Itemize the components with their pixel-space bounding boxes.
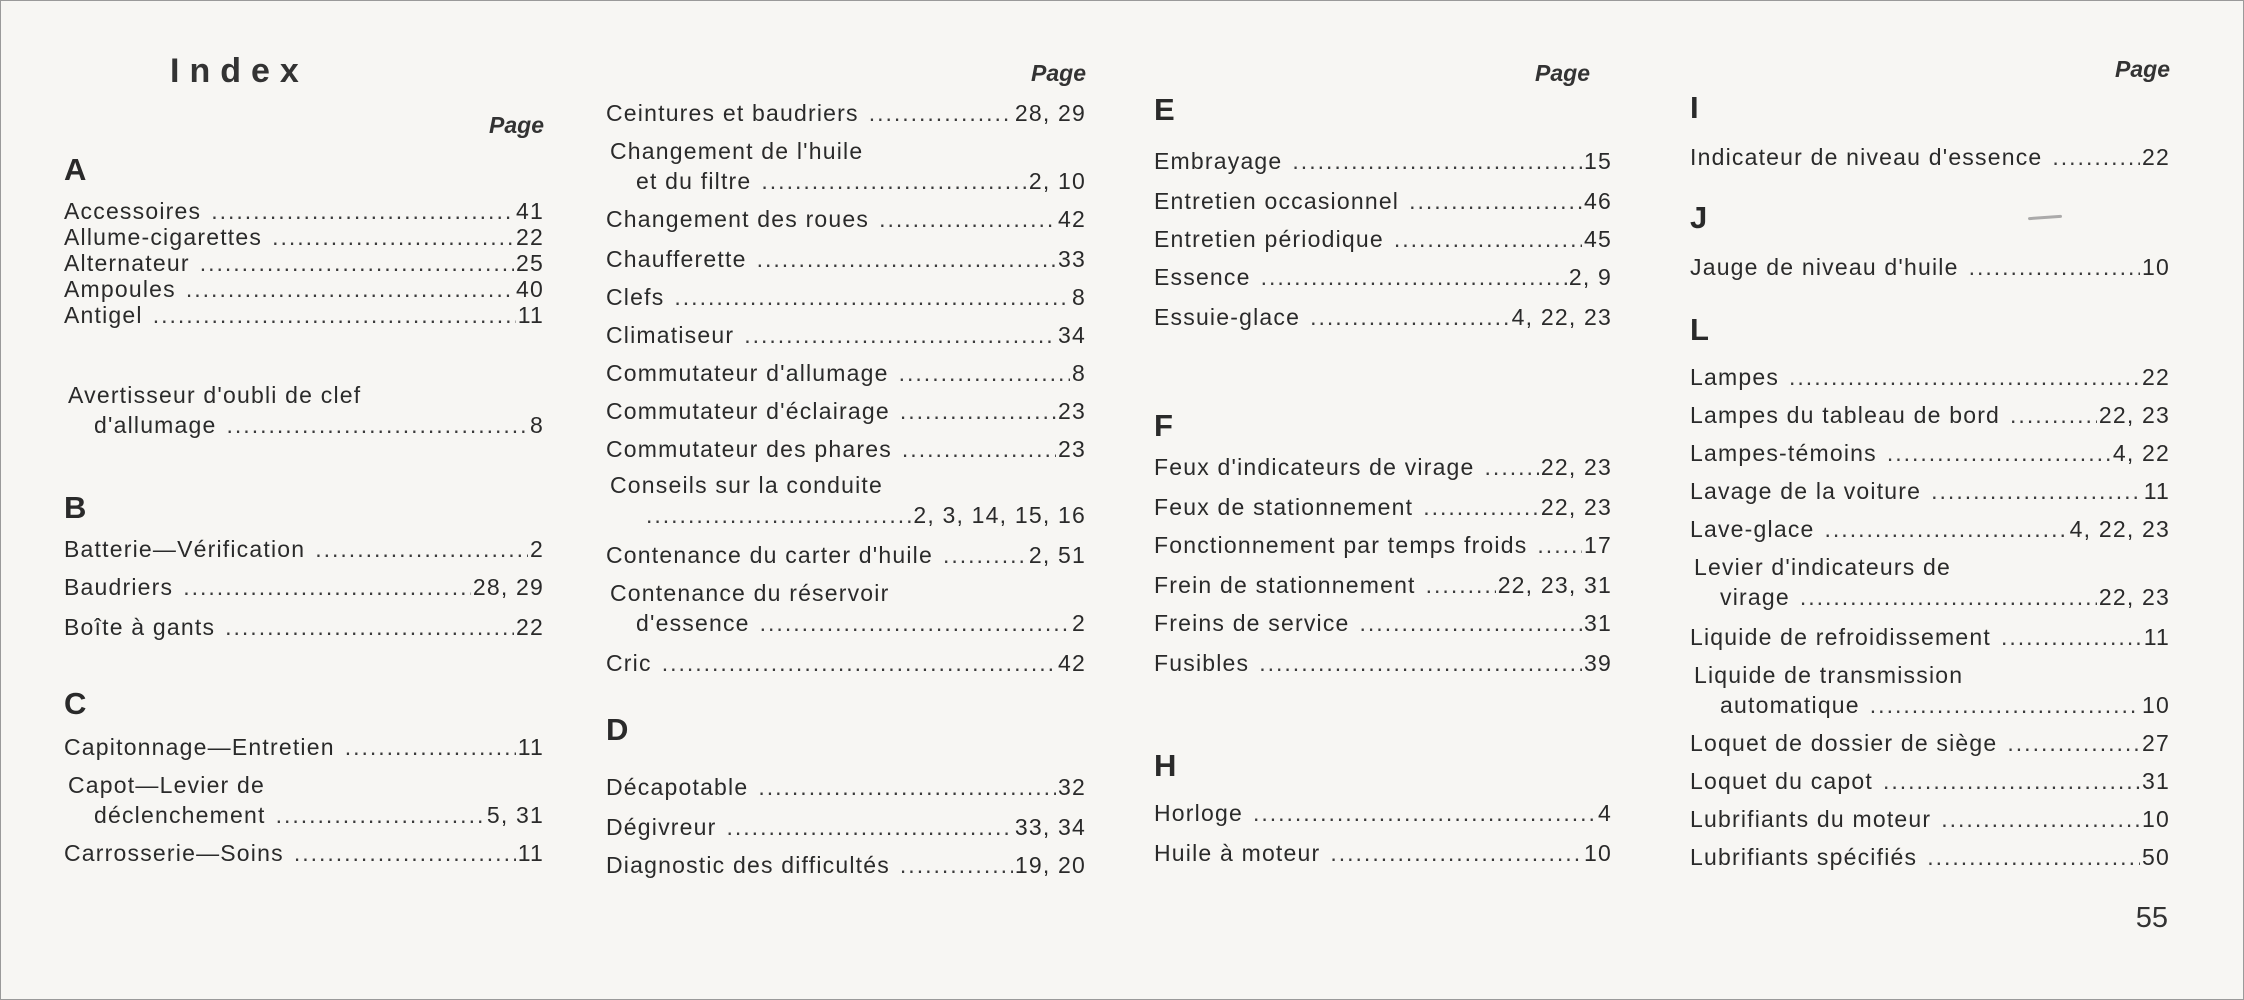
entry-label: Fonctionnement par temps froids: [1154, 532, 1528, 558]
entry-page-ref: 4, 22, 23: [1511, 304, 1612, 330]
entry-page-ref: 17: [1584, 532, 1612, 558]
index-entry: [1154, 146, 1612, 176]
entry-page-ref: 5, 31: [486, 802, 544, 828]
entry-page-ref: 45: [1584, 226, 1612, 252]
leader-dots: [2007, 728, 2140, 758]
entry-label: Huile à moteur: [1154, 840, 1321, 866]
index-entry: [64, 732, 544, 762]
entry-label: Cric: [606, 650, 652, 676]
entry-label: Feux de stationnement: [1154, 494, 1414, 520]
entry-label: Entretien périodique: [1154, 226, 1384, 252]
index-entry: [606, 204, 1086, 234]
entry-label: Antigel: [64, 302, 143, 328]
leader-dots: [727, 812, 1013, 842]
leader-dots: [869, 98, 1013, 128]
section-letter: D: [606, 712, 629, 747]
leader-dots: [900, 396, 1056, 426]
entry-page-ref: 39: [1584, 650, 1612, 676]
index-entry: [1154, 648, 1612, 678]
section-letter: L: [1690, 312, 1709, 347]
entry-label: Accessoires: [64, 198, 202, 224]
entry-label: Entretien occasionnel: [1154, 188, 1400, 214]
entry-label: Frein de stationnement: [1154, 572, 1416, 598]
index-entry: [606, 540, 1086, 570]
index-entry: [1690, 142, 2170, 172]
entry-label: Baudriers: [64, 574, 174, 600]
leader-dots: [1941, 804, 2140, 834]
leader-dots: [1800, 582, 2097, 612]
entry-label: Ampoules: [64, 276, 176, 302]
leader-dots: [1310, 302, 1510, 332]
entry-page-ref: 10: [2142, 806, 2170, 832]
leader-dots: [1927, 842, 2140, 872]
index-entry: [1690, 842, 2170, 872]
leader-dots: [758, 772, 1056, 802]
leader-dots: [760, 608, 1070, 638]
entry-label: Lave-glace: [1690, 516, 1815, 542]
entry-label: Lampes: [1690, 364, 1780, 390]
entry-page-ref: 42: [1058, 650, 1086, 676]
entry-page-ref: 10: [2142, 692, 2170, 718]
entry-label: Chaufferette: [606, 246, 747, 272]
entry-page-ref: 41: [516, 198, 544, 224]
leader-dots: [1261, 262, 1567, 292]
leader-dots: [183, 572, 471, 602]
leader-dots: [1426, 570, 1496, 600]
index-entry: [1694, 660, 2170, 690]
section-letter: F: [1154, 408, 1173, 443]
entry-label: et du filtre: [636, 168, 752, 194]
entry-page-ref: 33: [1058, 246, 1086, 272]
entry-label: Climatiseur: [606, 322, 735, 348]
index-entry: [1690, 252, 2170, 282]
page-column-header: Page: [2115, 56, 2170, 82]
entry-page-ref: 2, 9: [1568, 264, 1612, 290]
leader-dots: [674, 282, 1070, 312]
index-entry: [1694, 552, 2170, 582]
entry-label: Indicateur de niveau d'essence: [1690, 144, 2043, 170]
entry-page-ref: 8: [530, 412, 544, 438]
entry-label: Diagnostic des difficultés: [606, 852, 890, 878]
entry-label: Horloge: [1154, 800, 1243, 826]
section-letter: I: [1690, 90, 1699, 125]
leader-dots: [1870, 690, 2140, 720]
entry-label: Loquet de dossier de siège: [1690, 730, 1998, 756]
entry-label: Liquide de refroidissement: [1690, 624, 1991, 650]
section-letter: J: [1690, 200, 1708, 235]
index-entry: [606, 282, 1086, 312]
leader-dots: [662, 648, 1056, 678]
index-entry: [610, 136, 1086, 166]
section-letter: B: [64, 490, 87, 525]
index-entry: [1154, 838, 1612, 868]
index-entry: [1154, 302, 1612, 332]
entry-page-ref: 11: [517, 302, 544, 328]
leader-dots: [1409, 186, 1582, 216]
leader-dots: [1789, 362, 2140, 392]
entry-label: Levier d'indicateurs de: [1694, 554, 1952, 580]
index-entry: [606, 812, 1086, 842]
index-entry: [68, 770, 544, 800]
entry-page-ref: 31: [1584, 610, 1612, 636]
index-entry: [1154, 262, 1612, 292]
entry-page-ref: 25: [516, 250, 544, 276]
index-entry: [1690, 766, 2170, 796]
entry-label: Contenance du réservoir: [610, 580, 890, 606]
entry-label: déclenchement: [94, 802, 266, 828]
entry-label: Commutateur des phares: [606, 436, 892, 462]
entry-page-ref: 19, 20: [1014, 852, 1086, 878]
entry-page-ref: 10: [1584, 840, 1612, 866]
index-entry: [606, 244, 1086, 274]
leader-dots: [943, 540, 1027, 570]
leader-dots: [899, 358, 1070, 388]
entry-page-ref: 11: [517, 734, 544, 760]
index-entry: [64, 300, 544, 330]
leader-dots: [1394, 224, 1582, 254]
leader-dots: [902, 434, 1056, 464]
entry-label: Dégivreur: [606, 814, 717, 840]
entry-page-ref: 46: [1584, 188, 1612, 214]
index-title: Index: [170, 52, 309, 90]
index-entry: [94, 410, 544, 440]
section-letter: A: [64, 152, 87, 187]
leader-dots: [761, 166, 1026, 196]
page-column-header: Page: [489, 112, 544, 138]
leader-dots: [225, 612, 514, 642]
leader-dots: [1887, 438, 2111, 468]
index-entry: [610, 578, 1086, 608]
entry-page-ref: 22: [2142, 144, 2170, 170]
entry-page-ref: 28, 29: [472, 574, 544, 600]
index-entry: [1154, 608, 1612, 638]
leader-dots: [757, 244, 1056, 274]
entry-page-ref: 22, 23: [1540, 454, 1612, 480]
entry-label: Changement des roues: [606, 206, 870, 232]
index-entry: [1690, 400, 2170, 430]
index-entry: [606, 320, 1086, 350]
leader-dots: [227, 410, 528, 440]
entry-label: Loquet du capot: [1690, 768, 1873, 794]
entry-label: Embrayage: [1154, 148, 1283, 174]
entry-page-ref: 4: [1598, 800, 1612, 826]
entry-label: Fusibles: [1154, 650, 1250, 676]
index-entry: [606, 358, 1086, 388]
index-entry: [606, 850, 1086, 880]
entry-page-ref: 22: [2142, 364, 2170, 390]
entry-label: Contenance du carter d'huile: [606, 542, 933, 568]
entry-page-ref: 2, 3, 14, 15, 16: [913, 502, 1086, 528]
entry-label: Carrosserie—Soins: [64, 840, 284, 866]
entry-label: Lavage de la voiture: [1690, 478, 1922, 504]
entry-page-ref: 4, 22: [2112, 440, 2170, 466]
entry-page-ref: 22: [516, 224, 544, 250]
index-entry: [1154, 186, 1612, 216]
leader-dots: [1360, 608, 1582, 638]
entry-page-ref: 22, 23: [2098, 584, 2170, 610]
entry-page-ref: 10: [2142, 254, 2170, 280]
index-entry: [1154, 224, 1612, 254]
leader-dots: [1883, 766, 2140, 796]
section-letter: E: [1154, 92, 1175, 127]
index-entry: [1690, 362, 2170, 392]
entry-label: Alternateur: [64, 250, 190, 276]
index-entry: [1690, 476, 2170, 506]
entry-page-ref: 22, 23: [2098, 402, 2170, 428]
entry-label: Essence: [1154, 264, 1251, 290]
entry-page-ref: 22: [516, 614, 544, 640]
index-entry: [610, 470, 1086, 500]
index-entry: [606, 396, 1086, 426]
entry-label: Lampes-témoins: [1690, 440, 1877, 466]
entry-label: d'allumage: [94, 412, 217, 438]
index-entry: [636, 166, 1086, 196]
entry-page-ref: 42: [1058, 206, 1086, 232]
leader-dots: [294, 838, 516, 868]
entry-page-ref: 11: [2143, 624, 2170, 650]
index-entry: [636, 500, 1086, 530]
entry-label: Batterie—Vérification: [64, 536, 306, 562]
entry-page-ref: 11: [517, 840, 544, 866]
entry-page-ref: 2: [530, 536, 544, 562]
entry-page-ref: 27: [2142, 730, 2170, 756]
leader-dots: [1259, 648, 1582, 678]
entry-page-ref: 28, 29: [1014, 100, 1086, 126]
entry-page-ref: 22, 23: [1540, 494, 1612, 520]
leader-dots: [2010, 400, 2097, 430]
entry-label: Commutateur d'éclairage: [606, 398, 890, 424]
index-entry: [1720, 690, 2170, 720]
entry-label: Lubrifiants spécifiés: [1690, 844, 1918, 870]
leader-dots: [1537, 530, 1582, 560]
entry-label: Boîte à gants: [64, 614, 216, 640]
leader-dots: [1485, 452, 1539, 482]
leader-dots: [1969, 252, 2140, 282]
index-entry: [68, 380, 544, 410]
leader-dots: [276, 800, 485, 830]
entry-label: Conseils sur la conduite: [610, 472, 883, 498]
leader-dots: [744, 320, 1056, 350]
index-entry: [1154, 530, 1612, 560]
entry-label: Avertisseur d'oubli de clef: [68, 382, 362, 408]
leader-dots: [1253, 798, 1596, 828]
entry-page-ref: 2, 10: [1028, 168, 1086, 194]
entry-page-ref: 50: [2142, 844, 2170, 870]
entry-page-ref: 32: [1058, 774, 1086, 800]
entry-label: automatique: [1720, 692, 1860, 718]
entry-label: Décapotable: [606, 774, 749, 800]
index-entry: [1690, 728, 2170, 758]
index-entry: [64, 838, 544, 868]
entry-page-ref: 33, 34: [1014, 814, 1086, 840]
index-entry: [1154, 452, 1612, 482]
leader-dots: [879, 204, 1056, 234]
entry-page-ref: 4, 22, 23: [2069, 516, 2170, 542]
index-entry: [606, 772, 1086, 802]
entry-label: Liquide de transmission: [1694, 662, 1964, 688]
index-entry: [606, 98, 1086, 128]
entry-page-ref: 31: [2142, 768, 2170, 794]
leader-dots: [1423, 492, 1539, 522]
entry-label: Feux d'indicateurs de virage: [1154, 454, 1475, 480]
entry-label: Lampes du tableau de bord: [1690, 402, 2001, 428]
index-entry: [64, 612, 544, 642]
page-column-header: Page: [1031, 60, 1086, 86]
index-entry: [636, 608, 1086, 638]
entry-page-ref: 40: [516, 276, 544, 302]
entry-label: Capot—Levier de: [68, 772, 265, 798]
entry-label: Ceintures et baudriers: [606, 100, 859, 126]
entry-page-ref: 15: [1584, 148, 1612, 174]
entry-label: Allume-cigarettes: [64, 224, 263, 250]
leader-dots: [1825, 514, 2068, 544]
index-entry: [606, 648, 1086, 678]
leader-dots: [2052, 142, 2140, 172]
entry-label: Freins de service: [1154, 610, 1350, 636]
index-entry: [1154, 570, 1612, 600]
entry-label: Capitonnage—Entretien: [64, 734, 335, 760]
index-entry: [1154, 492, 1612, 522]
entry-page-ref: 11: [2143, 478, 2170, 504]
index-entry: [1154, 798, 1612, 828]
index-entry: [64, 534, 544, 564]
index-entry: [1690, 438, 2170, 468]
leader-dots: [2001, 622, 2142, 652]
index-entry: [64, 572, 544, 602]
entry-page-ref: 8: [1072, 284, 1086, 310]
page-number: 55: [2135, 902, 2168, 934]
entry-label: Changement de l'huile: [610, 138, 864, 164]
leader-dots: [646, 500, 911, 530]
entry-label: Essuie-glace: [1154, 304, 1301, 330]
entry-label: Commutateur d'allumage: [606, 360, 889, 386]
entry-label: virage: [1720, 584, 1790, 610]
leader-dots: [1931, 476, 2142, 506]
leader-dots: [153, 300, 516, 330]
section-letter: H: [1154, 748, 1177, 783]
index-entry: [1690, 514, 2170, 544]
entry-page-ref: 34: [1058, 322, 1086, 348]
index-entry: [1720, 582, 2170, 612]
entry-label: d'essence: [636, 610, 750, 636]
leader-dots: [900, 850, 1013, 880]
leader-dots: [1292, 146, 1582, 176]
section-letter: C: [64, 686, 87, 721]
entry-page-ref: 23: [1058, 436, 1086, 462]
index-entry: [1690, 622, 2170, 652]
entry-page-ref: 2: [1072, 610, 1086, 636]
entry-label: Jauge de niveau d'huile: [1690, 254, 1959, 280]
leader-dots: [315, 534, 528, 564]
page-column-header: Page: [1535, 60, 1590, 86]
leader-dots: [1330, 838, 1582, 868]
entry-label: Clefs: [606, 284, 665, 310]
entry-label: Lubrifiants du moteur: [1690, 806, 1932, 832]
entry-page-ref: 8: [1072, 360, 1086, 386]
index-entry: [94, 800, 544, 830]
leader-dots: [345, 732, 516, 762]
entry-page-ref: 22, 23, 31: [1497, 572, 1612, 598]
index-entry: [1690, 804, 2170, 834]
index-entry: [606, 434, 1086, 464]
entry-page-ref: 23: [1058, 398, 1086, 424]
entry-page-ref: 2, 51: [1028, 542, 1086, 568]
